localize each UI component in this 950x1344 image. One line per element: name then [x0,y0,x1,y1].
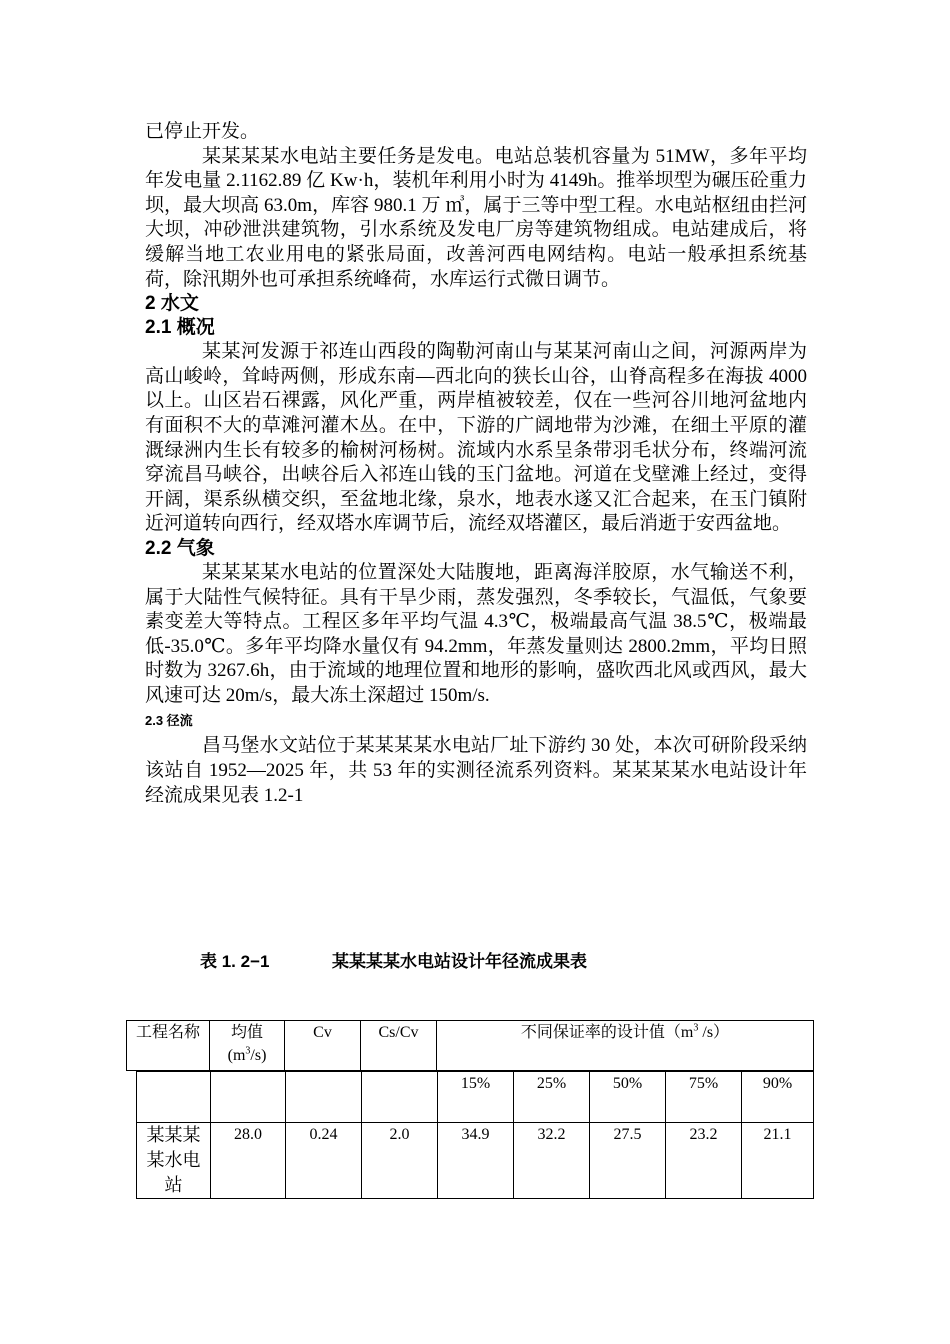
value-15: 34.9 [438,1123,514,1199]
percentile-25: 25% [514,1072,590,1123]
paragraph-river-overview: 某某河发源于祁连山西段的陶勒河南山与某某河南山之间，河源两岸为高山峻岭，耸峙两侧，形成东南—西北向的狭长山谷，山脊高程多在海拔 4000 以上。山区岩石裸露，风化严重，两岸植被较差，仅在一些河谷川地河盆地内有面积不大的草滩河灌木丛。在中，下游的广阔地带为沙滩，在细土平原的灌溉绿洲内生长有较多的榆树河杨树。流域内水系呈条带羽毛状分布，终端河流穿流昌马峡谷，出峡谷后入祁连山钱的玉门盆地。河道在戈壁滩上经过，变得开阔，渠系纵横交织，至盆地北缘，泉水，地表水遂又汇合起来，在玉门镇附近河道转向西行，经双塔水库调节后，流经双塔灌区，最后消逝于安西盆地。 [145,341,807,535]
table-cell-empty [211,1072,286,1123]
header-project-name: 工程名称 [127,1021,210,1071]
table-cell-empty [286,1072,362,1123]
header-mean: 均值 $(m^3/s)$ [210,1021,285,1071]
header-design-values: 不同保证率的设计值（$m^3$ /s） [437,1021,814,1071]
table-row-station [137,1123,814,1199]
runoff-table-body [136,1071,814,1199]
value-50: 27.5 [590,1123,666,1199]
header-cscv: Cs/Cv [361,1021,437,1071]
runoff-table-header [126,1020,814,1071]
value-90: 21.1 [742,1123,814,1199]
overview-text-b: ，属于三等中型工程。水电站枢纽由拦河大坝，冲砂泄洪建筑物，引水系统及发电厂房等建筑物组成。电站建成后，将缓解当地工农业用电的紧张局面，改善河西电网结构。电站一般承担系统基荷，除汛期外也可承担系统峰荷，水库运行式微日调节。 [145,194,807,290]
table-caption-title: 某某某某水电站设计年径流成果表 [332,952,587,971]
table-caption [200,947,587,972]
value-75: 23.2 [666,1123,742,1199]
heading-meteorology: 2.2 气象 [145,537,215,559]
heading-hydrology: 2 水文 [145,293,199,315]
percentile-75: 75% [666,1072,742,1123]
heading-runoff: 2.3 径流 [145,713,193,729]
paragraph-continuation: 已停止开发。 [145,121,260,142]
cubic-meter-unit: ㎥ [445,194,465,216]
header-cv: Cv [285,1021,361,1071]
value-25: 32.2 [514,1123,590,1199]
station-name: 某某某某水电站 [137,1123,211,1199]
percentile-15: 15% [438,1072,514,1123]
table-cell-empty [137,1072,211,1123]
station-mean: 28.0 [211,1123,286,1199]
station-cv: 0.24 [286,1123,362,1199]
table-cell-empty [362,1072,438,1123]
table-caption-number: 表 1. 2−1 [200,952,270,971]
document-body [145,120,807,808]
paragraph-station-overview [145,145,807,293]
overview-text-a: 某某某某水电站主要任务是发电。电站总装机容量为 51MW，多年平均年发电量 2.1162.89 亿 Kw·h，装机年利用小时为 4149h。推举坝型为碾压砼重力坝，最大坝高 63.0m，库容 980.1 万 [145,145,807,216]
heading-overview: 2.1 概况 [145,317,215,339]
paragraph-runoff: 昌马堡水文站位于某某某某水电站厂址下游约 30 处，本次可研阶段采纳该站自 1952—2025 年，共 53 年的实测径流系列资料。某某某某水电站设计年经流成果见表 1.2-1 [145,735,807,806]
percentile-90: 90% [742,1072,814,1123]
table-row-percentiles [137,1072,814,1123]
percentile-50: 50% [590,1072,666,1123]
station-cscv: 2.0 [362,1123,438,1199]
paragraph-meteorology: 某某某某水电站的位置深处大陆腹地，距离海洋胶原，水气输送不利，属于大陆性气候特征。具有干旱少雨，蒸发强烈，冬季较长，气温低，气象要素变差大等特点。工程区多年平均气温 4.3℃，极端最高气温 38.5℃，极端最低-35.0℃。多年平均降水量仅有 94.2mm，年蒸发量则达 2800.2mm，平均日照时数为 3267.6h，由于流域的地理位置和地形的影响，盛吹西北风或西风，最大风速可达 20m/s，最大冻土深超过 150m/s. [145,561,807,706]
